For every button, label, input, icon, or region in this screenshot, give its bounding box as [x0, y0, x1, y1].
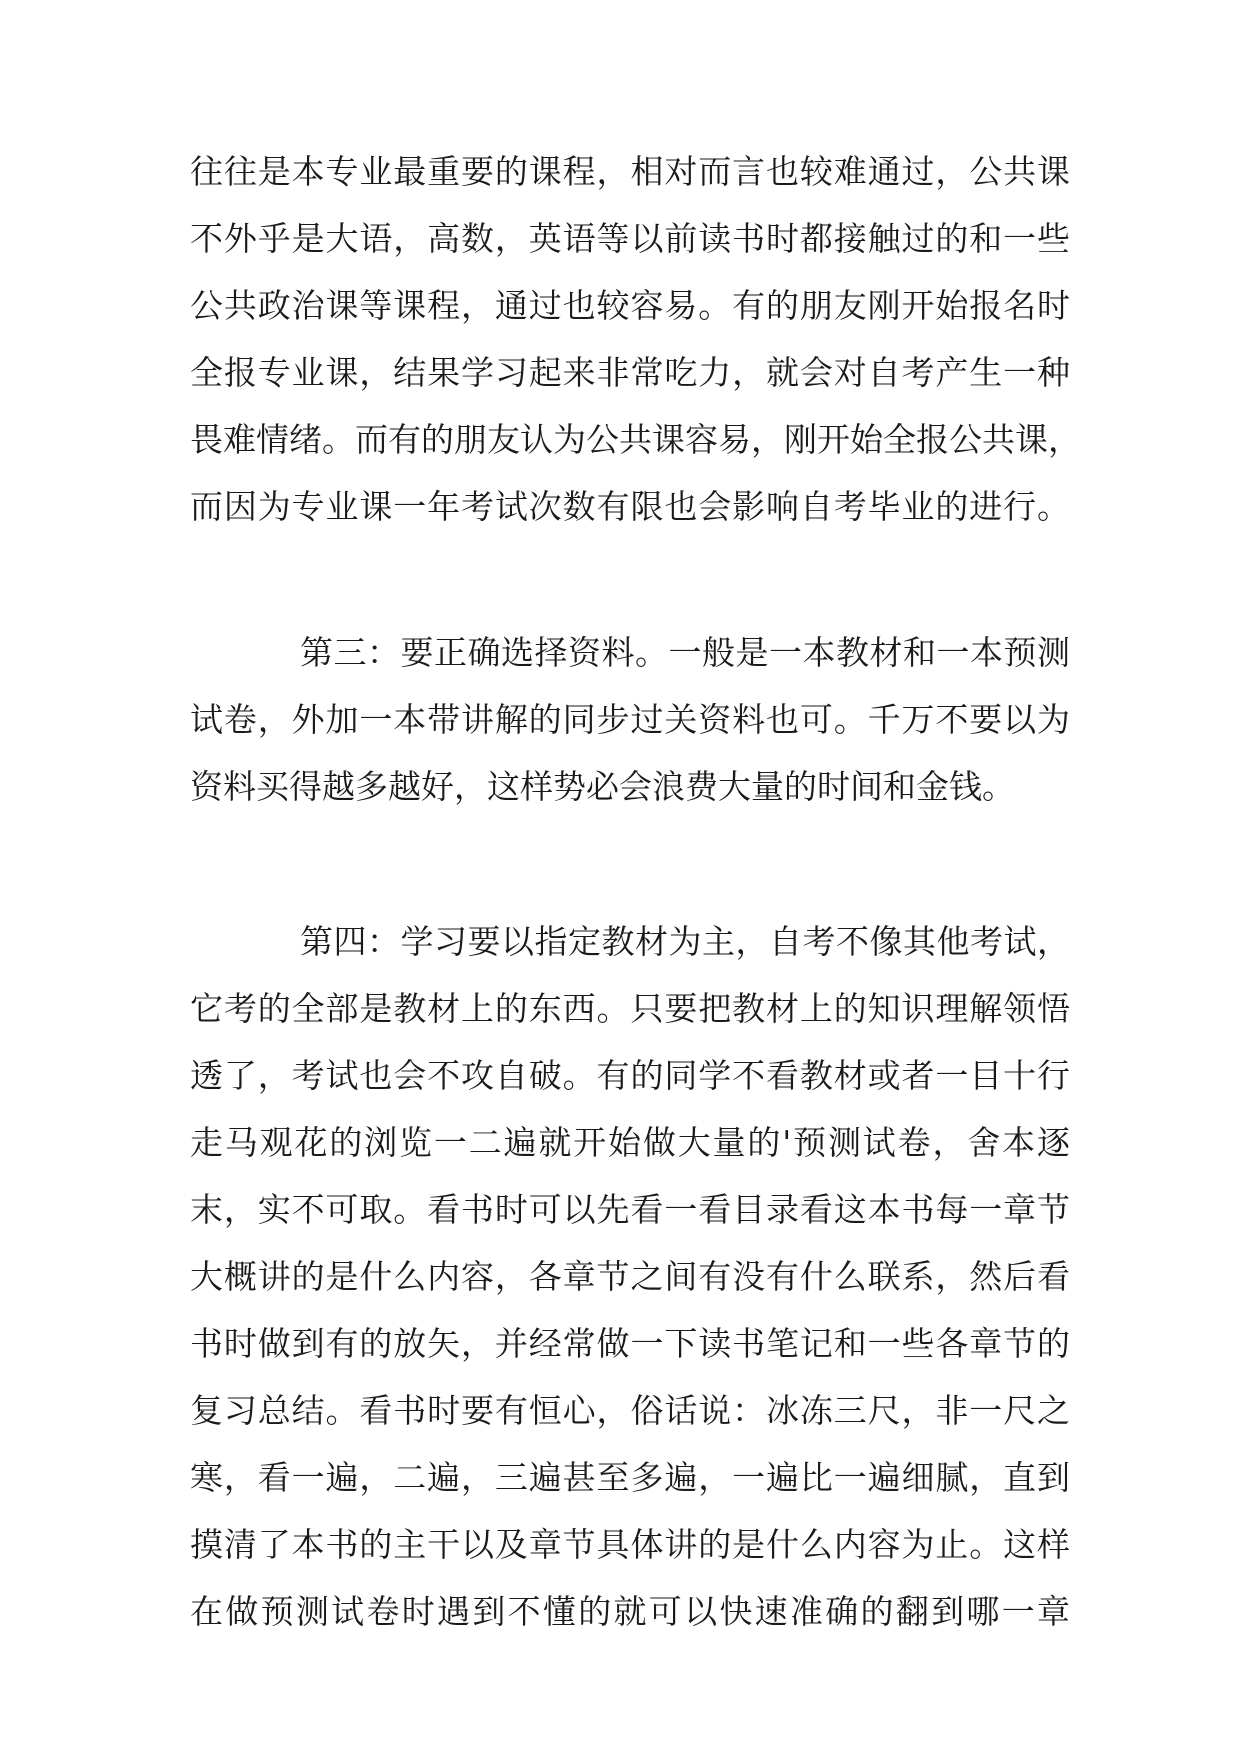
- paragraph-1-line-5: 畏难情绪。而有的朋友认为公共课容易，刚开始全报公共课，: [190, 420, 1081, 459]
- paragraph-3-line-2: 它考的全部是教材上的东西。只要把教材上的知识理解领悟: [190, 989, 1070, 1028]
- paragraph-1-line-2: 不外乎是大语，高数，英语等以前读书时都接触过的和一些: [190, 219, 1070, 258]
- paragraph-3-line-8: 复习总结。看书时要有恒心，俗话说：冰冻三尺，非一尺之: [190, 1391, 1070, 1430]
- paragraph-3-line-9: 寒，看一遍，二遍，三遍甚至多遍，一遍比一遍细腻，直到: [190, 1458, 1070, 1497]
- paragraph-2-line-1: 第三：要正确选择资料。一般是一本教材和一本预测: [300, 633, 1070, 672]
- paragraph-3-line-7: 书时做到有的放矢，并经常做一下读书笔记和一些各章节的: [190, 1324, 1070, 1363]
- paragraph-3-line-4: 走马观花的浏览一二遍就开始做大量的'预测试卷，舍本逐: [190, 1123, 1070, 1162]
- paragraph-2-line-2: 试卷，外加一本带讲解的同步过关资料也可。千万不要以为: [190, 700, 1070, 739]
- paragraph-1-line-4: 全报专业课，结果学习起来非常吃力，就会对自考产生一种: [190, 353, 1070, 392]
- paragraph-3-line-5: 末，实不可取。看书时可以先看一看目录看这本书每一章节: [190, 1190, 1070, 1229]
- paragraph-3-line-1: 第四：学习要以指定教材为主，自考不像其他考试，: [300, 922, 1070, 961]
- paragraph-3-line-6: 大概讲的是什么内容，各章节之间有没有什么联系，然后看: [190, 1257, 1070, 1296]
- paragraph-2-line-3: 资料买得越多越好，这样势必会浪费大量的时间和金钱。: [190, 767, 1015, 806]
- paragraph-3-line-10: 摸清了本书的主干以及章节具体讲的是什么内容为止。这样: [190, 1525, 1070, 1564]
- paragraph-1-line-1: 往往是本专业最重要的课程，相对而言也较难通过，公共课: [190, 152, 1070, 191]
- paragraph-1-line-6: 而因为专业课一年考试次数有限也会影响自考毕业的进行。: [190, 487, 1070, 526]
- paragraph-3-line-11: 在做预测试卷时遇到不懂的就可以快速准确的翻到哪一章: [190, 1592, 1070, 1631]
- paragraph-3-line-3: 透了，考试也会不攻自破。有的同学不看教材或者一目十行: [190, 1056, 1070, 1095]
- paragraph-1-line-3: 公共政治课等课程，通过也较容易。有的朋友刚开始报名时: [190, 286, 1070, 325]
